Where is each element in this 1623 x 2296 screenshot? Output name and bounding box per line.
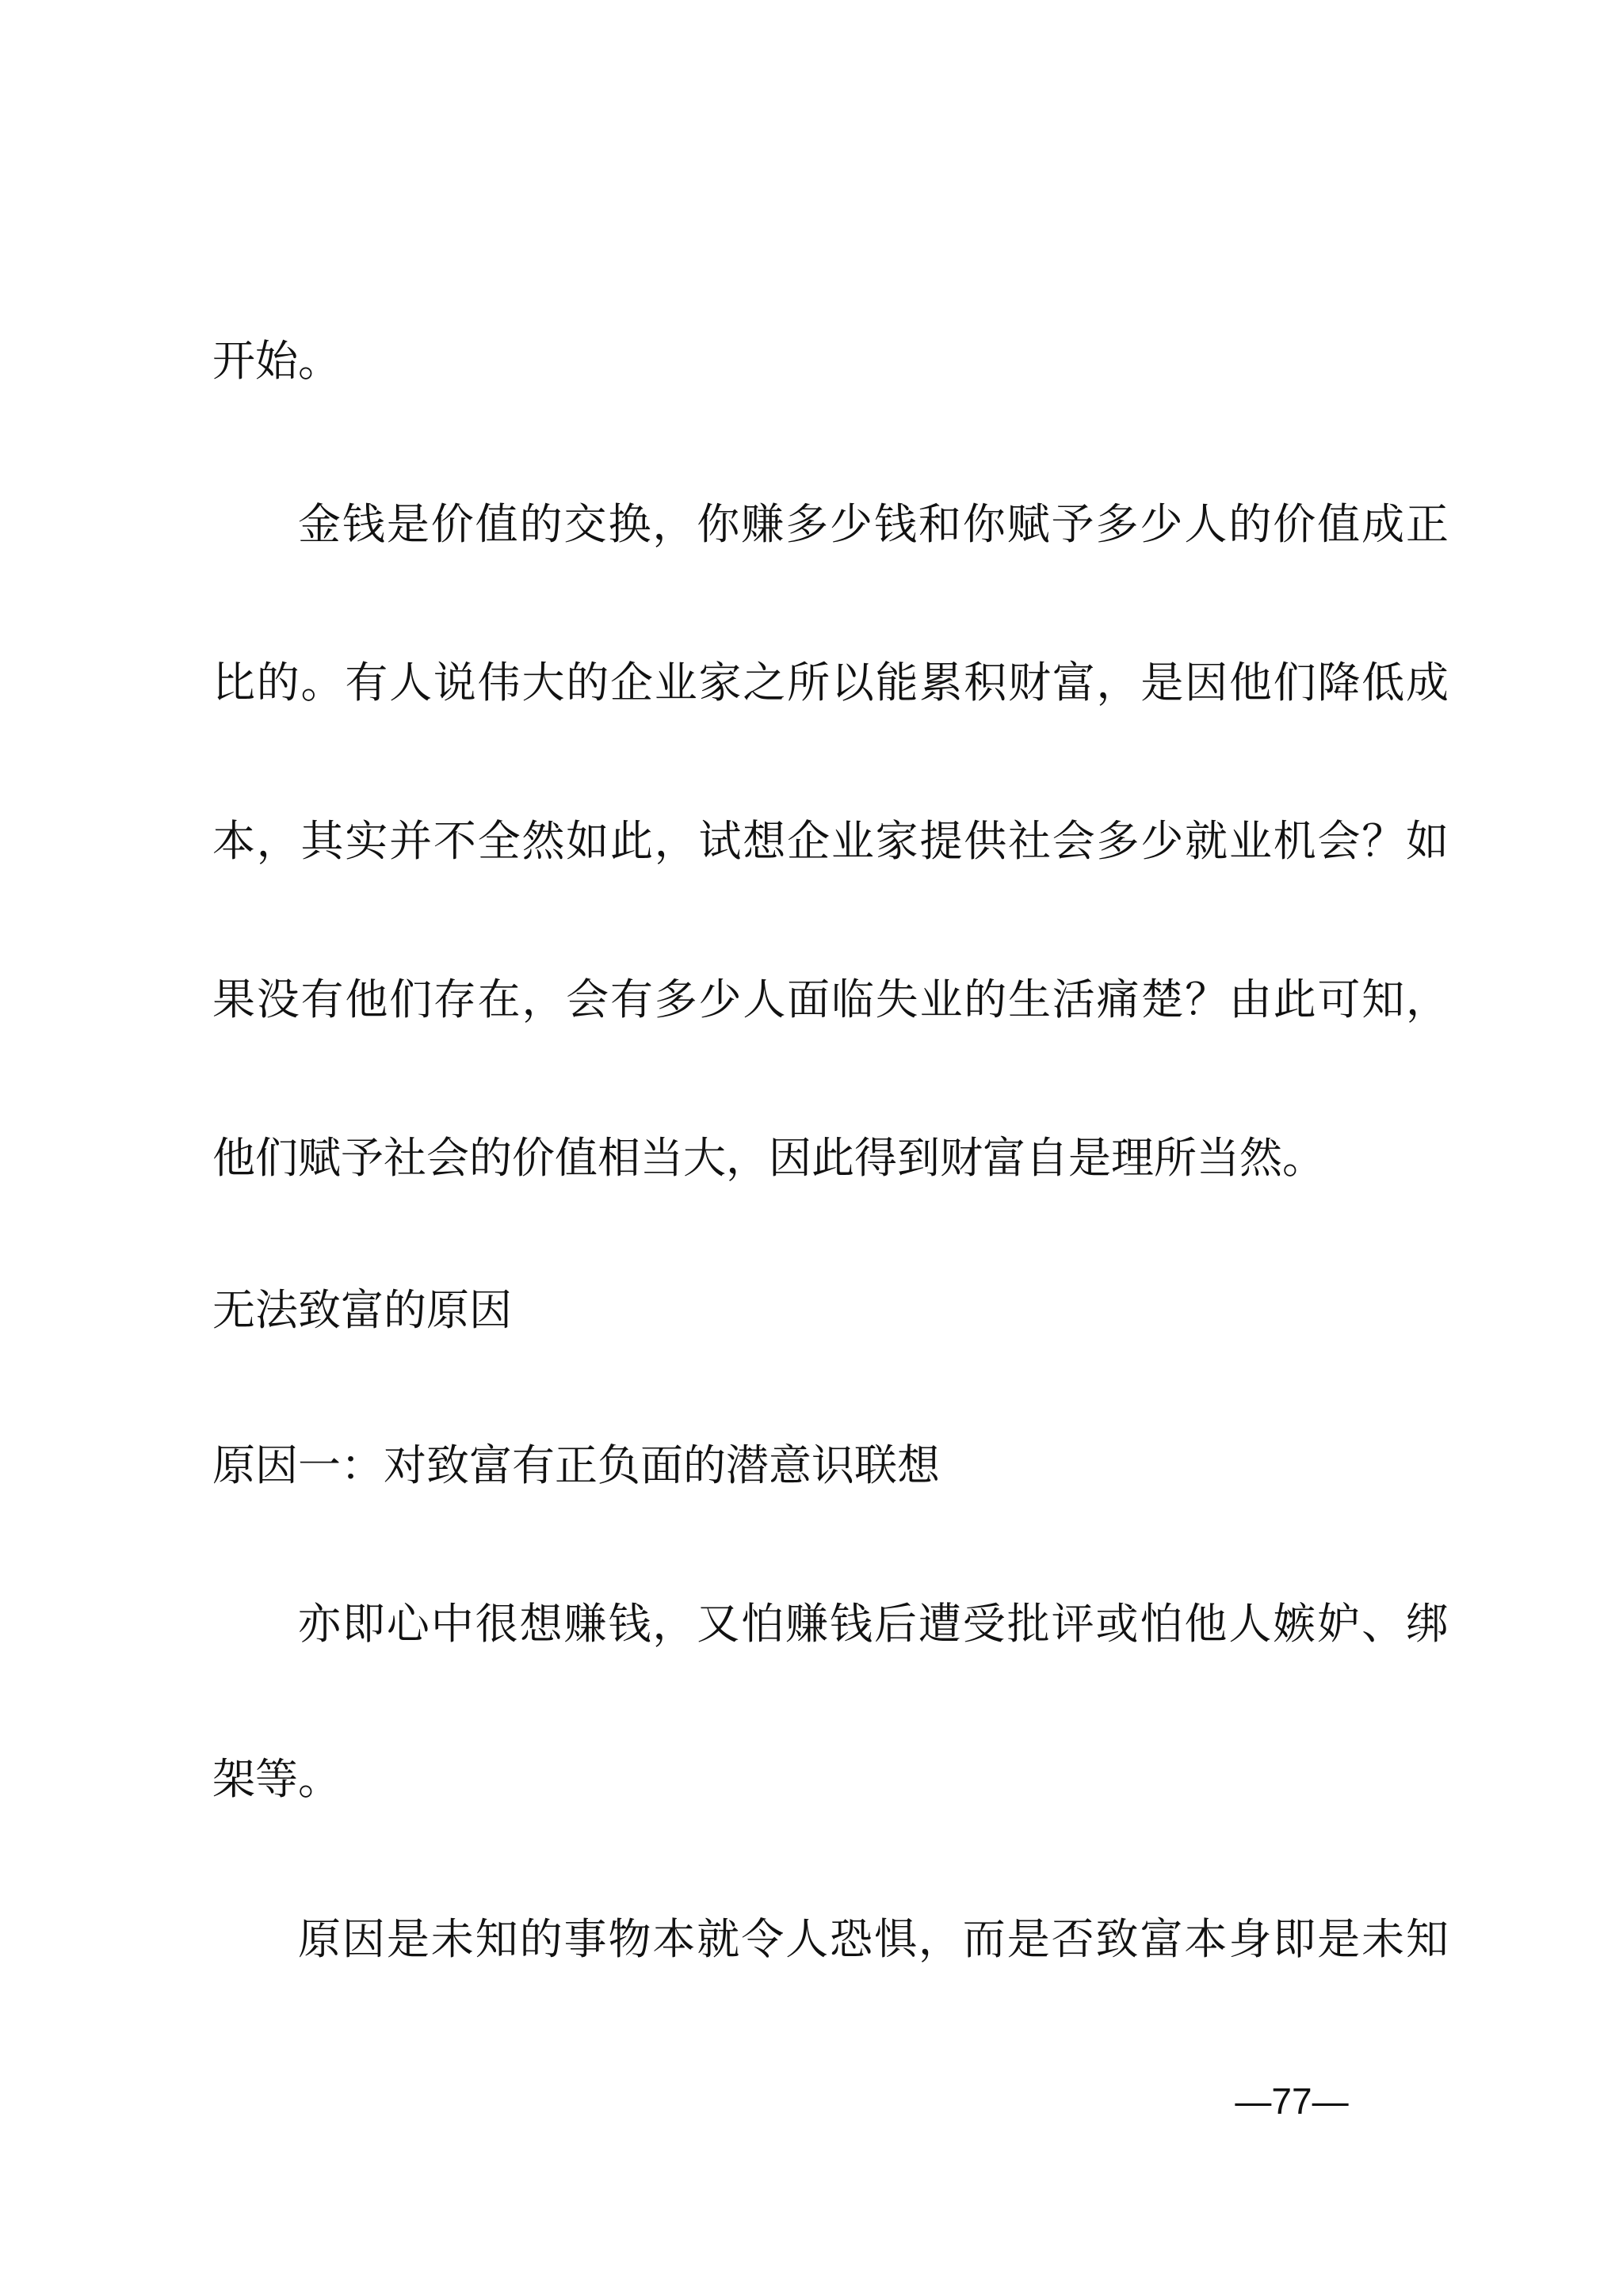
text-line-9: 亦即心中很想赚钱，又怕赚钱后遭受批评或怕他人嫉妒、绑 xyxy=(298,1599,1449,1649)
page-number: —77— xyxy=(1235,2081,1349,2122)
text-line-10: 架等。 xyxy=(212,1754,341,1804)
text-line-2: 金钱是价值的交换，你赚多少钱和你赋予多少人的价值成正 xyxy=(298,499,1449,549)
text-line-11: 原因是未知的事物本就令人恐惧，而是否致富本身即是未知 xyxy=(298,1914,1449,1964)
text-line-4: 本，其实并不全然如此，试想企业家提供社会多少就业机会？如 xyxy=(212,816,1449,866)
section-heading: 无法致富的原因 xyxy=(212,1285,512,1335)
text-line-5: 果没有他们存在，会有多少人面临失业的生活痛楚？由此可知， xyxy=(212,974,1449,1024)
text-line-6: 他们赋予社会的价值相当大，因此得到财富自是理所当然。 xyxy=(212,1133,1325,1183)
subsection-heading: 原因一：对致富有正负面的潜意识联想 xyxy=(212,1440,940,1490)
text-line-1: 开始。 xyxy=(212,336,341,386)
text-line-3: 比的。有人说伟大的企业家之所以能累积财富，是因他们降低成 xyxy=(212,658,1449,707)
